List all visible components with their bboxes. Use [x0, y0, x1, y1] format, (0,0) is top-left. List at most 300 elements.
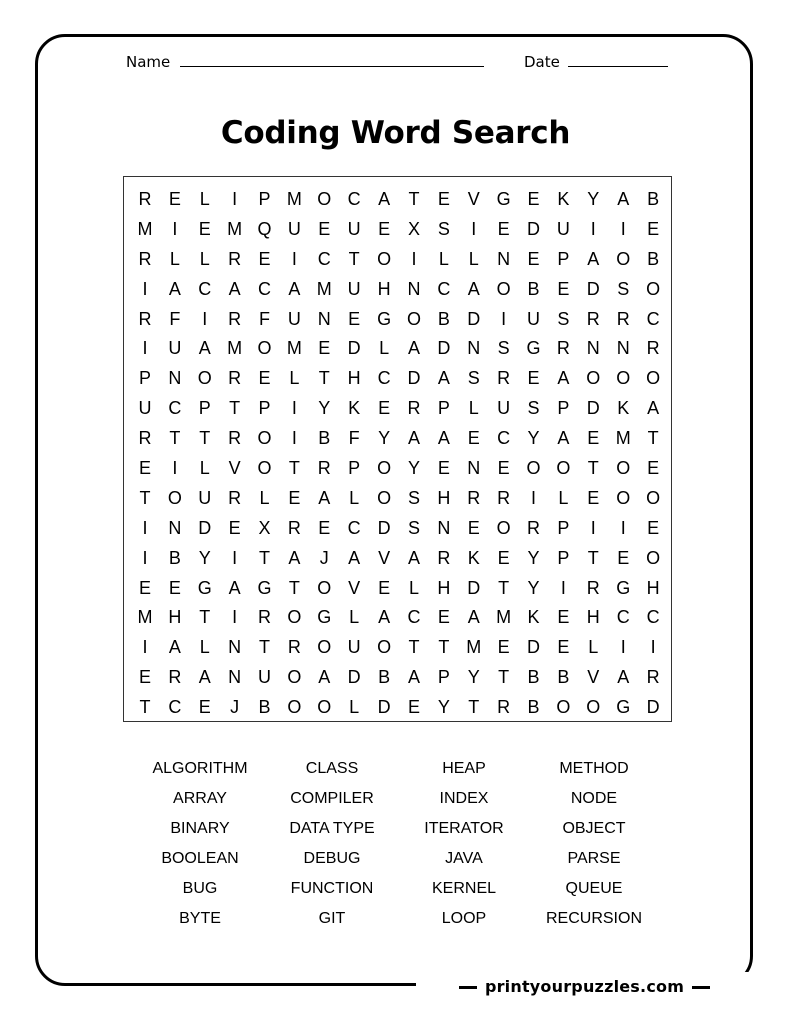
grid-letter[interactable]: L [468, 248, 479, 269]
grid-letter[interactable]: E [497, 218, 510, 239]
grid-letter[interactable]: G [526, 338, 541, 359]
grid-letter[interactable]: M [137, 607, 153, 628]
grid-letter[interactable]: L [379, 338, 390, 359]
grid-letter[interactable]: E [497, 547, 510, 568]
grid-letter[interactable]: A [647, 398, 660, 419]
grid-letter[interactable]: A [557, 428, 570, 449]
grid-letter[interactable]: B [527, 697, 540, 718]
grid-letter[interactable]: L [349, 487, 360, 508]
grid-letter[interactable]: I [590, 218, 596, 239]
grid-letter[interactable]: S [557, 308, 570, 329]
grid-letter[interactable]: U [258, 667, 271, 688]
grid-letter[interactable]: H [377, 278, 391, 299]
grid-letter[interactable]: L [169, 248, 180, 269]
grid-letter[interactable]: A [557, 368, 570, 389]
grid-letter[interactable]: L [199, 248, 210, 269]
grid-letter[interactable]: B [527, 278, 540, 299]
grid-letter[interactable]: R [467, 487, 481, 508]
grid-letter[interactable]: U [347, 637, 361, 658]
grid-letter[interactable]: I [142, 637, 148, 658]
grid-letter[interactable]: R [616, 308, 630, 329]
grid-letter[interactable]: Y [378, 428, 391, 449]
grid-letter[interactable]: E [467, 517, 480, 538]
grid-letter[interactable]: O [377, 458, 392, 479]
grid-letter[interactable]: D [586, 278, 600, 299]
grid-letter[interactable]: B [527, 667, 540, 688]
grid-letter[interactable]: H [437, 487, 451, 508]
grid-letter[interactable]: C [377, 368, 391, 389]
grid-letter[interactable]: D [467, 308, 481, 329]
footer-site-link[interactable]: printyourpuzzles.com [484, 977, 685, 996]
grid-letter[interactable]: D [407, 368, 421, 389]
grid-letter[interactable]: U [198, 487, 212, 508]
grid-letter[interactable]: L [289, 368, 300, 389]
grid-letter[interactable]: C [258, 278, 271, 299]
grid-letter[interactable]: O [317, 189, 332, 209]
grid-letter[interactable]: R [646, 338, 660, 359]
grid-letter[interactable]: O [257, 338, 272, 359]
grid-letter[interactable]: M [466, 637, 482, 658]
grid-letter[interactable]: R [138, 308, 152, 329]
grid-letter[interactable]: A [437, 428, 450, 449]
grid-letter[interactable]: P [557, 547, 570, 568]
grid-letter[interactable]: N [616, 338, 630, 359]
grid-letter[interactable]: O [616, 368, 631, 389]
grid-letter[interactable]: Y [527, 547, 540, 568]
grid-letter[interactable]: B [437, 308, 450, 329]
grid-letter[interactable]: O [377, 487, 392, 508]
grid-letter[interactable]: C [198, 278, 212, 299]
grid-letter[interactable]: D [527, 218, 541, 239]
grid-letter[interactable]: X [258, 517, 271, 538]
grid-letter[interactable]: Y [527, 577, 540, 598]
grid-letter[interactable]: L [408, 577, 419, 598]
grid-letter[interactable]: I [232, 189, 238, 209]
grid-letter[interactable]: O [646, 487, 661, 508]
grid-letter[interactable]: R [556, 338, 570, 359]
grid-letter[interactable]: L [259, 487, 270, 508]
grid-letter[interactable]: D [586, 398, 600, 419]
grid-letter[interactable]: M [227, 338, 243, 359]
grid-letter[interactable]: R [317, 458, 331, 479]
grid-letter[interactable]: I [531, 487, 537, 508]
grid-letter[interactable]: O [257, 428, 272, 449]
grid-letter[interactable]: R [287, 517, 301, 538]
grid-letter[interactable]: E [647, 458, 660, 479]
grid-letter[interactable]: I [620, 637, 626, 658]
grid-letter[interactable]: O [586, 368, 601, 389]
grid-letter[interactable]: L [199, 189, 210, 209]
grid-letter[interactable]: C [437, 278, 451, 299]
grid-letter[interactable]: I [172, 458, 178, 479]
grid-letter[interactable]: I [232, 547, 238, 568]
grid-letter[interactable]: G [377, 308, 392, 329]
grid-letter[interactable]: T [259, 547, 270, 568]
grid-letter[interactable]: O [257, 458, 272, 479]
grid-letter[interactable]: I [142, 547, 148, 568]
grid-letter[interactable]: T [318, 368, 330, 389]
grid-letter[interactable]: I [291, 428, 297, 449]
grid-letter[interactable]: O [287, 697, 302, 718]
grid-letter[interactable]: D [377, 517, 391, 538]
grid-letter[interactable]: M [496, 607, 512, 628]
grid-letter[interactable]: S [617, 278, 630, 299]
grid-letter[interactable]: I [142, 338, 148, 359]
grid-letter[interactable]: V [228, 458, 241, 479]
name-input-line[interactable] [180, 66, 484, 67]
grid-letter[interactable]: L [199, 637, 210, 658]
grid-letter[interactable]: R [228, 368, 242, 389]
grid-letter[interactable]: P [138, 368, 151, 389]
grid-letter[interactable]: I [142, 278, 148, 299]
grid-letter[interactable]: R [228, 308, 242, 329]
grid-letter[interactable]: I [650, 637, 656, 658]
grid-letter[interactable]: P [198, 398, 211, 419]
grid-letter[interactable]: E [557, 607, 570, 628]
grid-letter[interactable]: A [288, 278, 301, 299]
grid-letter[interactable]: I [291, 398, 297, 419]
grid-letter[interactable]: V [587, 667, 600, 688]
grid-letter[interactable]: D [527, 637, 541, 658]
grid-letter[interactable]: E [138, 458, 151, 479]
grid-letter[interactable]: A [467, 278, 480, 299]
grid-letter[interactable]: T [587, 458, 599, 479]
grid-letter[interactable]: N [497, 248, 511, 269]
grid-letter[interactable]: A [228, 278, 241, 299]
grid-letter[interactable]: L [588, 637, 599, 658]
grid-letter[interactable]: I [232, 607, 238, 628]
grid-letter[interactable]: I [202, 308, 208, 329]
grid-letter[interactable]: H [437, 577, 451, 598]
grid-letter[interactable]: M [615, 428, 631, 449]
grid-letter[interactable]: N [228, 637, 242, 658]
grid-letter[interactable]: N [467, 338, 481, 359]
date-input-line[interactable] [568, 66, 668, 67]
grid-letter[interactable]: E [378, 218, 391, 239]
grid-letter[interactable]: B [647, 189, 660, 209]
grid-letter[interactable]: G [317, 607, 332, 628]
grid-letter[interactable]: K [527, 607, 540, 628]
grid-letter[interactable]: Q [257, 218, 272, 239]
grid-letter[interactable]: Y [198, 547, 211, 568]
grid-letter[interactable]: A [378, 607, 391, 628]
grid-letter[interactable]: C [347, 189, 361, 209]
grid-letter[interactable]: N [228, 667, 242, 688]
grid-letter[interactable]: N [467, 458, 481, 479]
grid-letter[interactable]: C [168, 697, 182, 718]
grid-letter[interactable]: O [496, 278, 511, 299]
grid-letter[interactable]: O [287, 607, 302, 628]
grid-letter[interactable]: I [620, 218, 626, 239]
grid-letter[interactable]: C [616, 607, 630, 628]
grid-letter[interactable]: R [497, 487, 511, 508]
grid-letter[interactable]: U [497, 398, 511, 419]
grid-letter[interactable]: T [169, 428, 181, 449]
grid-letter[interactable]: T [229, 398, 241, 419]
grid-letter[interactable]: C [646, 607, 660, 628]
grid-letter[interactable]: U [138, 398, 152, 419]
grid-letter[interactable]: A [168, 637, 181, 658]
grid-letter[interactable]: O [197, 368, 212, 389]
grid-letter[interactable]: D [377, 697, 391, 718]
grid-letter[interactable]: O [317, 577, 332, 598]
grid-letter[interactable]: T [408, 637, 420, 658]
grid-letter[interactable]: R [497, 697, 511, 718]
grid-letter[interactable]: R [168, 667, 182, 688]
grid-letter[interactable]: O [616, 458, 631, 479]
grid-letter[interactable]: B [258, 697, 271, 718]
grid-letter[interactable]: V [467, 189, 480, 209]
grid-letter[interactable]: A [467, 607, 480, 628]
grid-letter[interactable]: K [348, 398, 361, 419]
grid-letter[interactable]: T [498, 667, 510, 688]
grid-letter[interactable]: A [198, 667, 211, 688]
grid-letter[interactable]: H [646, 577, 660, 598]
grid-letter[interactable]: D [467, 577, 481, 598]
grid-letter[interactable]: A [348, 547, 361, 568]
grid-letter[interactable]: R [527, 517, 541, 538]
grid-letter[interactable]: U [347, 278, 361, 299]
grid-letter[interactable]: R [497, 368, 511, 389]
grid-letter[interactable]: M [286, 338, 302, 359]
grid-letter[interactable]: F [259, 308, 270, 329]
grid-letter[interactable]: I [560, 577, 566, 598]
grid-letter[interactable]: P [557, 248, 570, 269]
grid-letter[interactable]: K [617, 398, 630, 419]
grid-letter[interactable]: A [437, 368, 450, 389]
grid-letter[interactable]: I [471, 218, 477, 239]
grid-letter[interactable]: U [347, 218, 361, 239]
grid-letter[interactable]: E [647, 517, 660, 538]
grid-letter[interactable]: E [647, 218, 660, 239]
grid-letter[interactable]: E [258, 368, 271, 389]
grid-letter[interactable]: A [617, 667, 630, 688]
grid-letter[interactable]: O [586, 697, 601, 718]
grid-letter[interactable]: I [291, 248, 297, 269]
grid-letter[interactable]: P [437, 398, 450, 419]
grid-letter[interactable]: T [199, 607, 211, 628]
grid-letter[interactable]: E [497, 458, 510, 479]
grid-letter[interactable]: E [288, 487, 301, 508]
grid-letter[interactable]: P [258, 189, 271, 209]
grid-letter[interactable]: U [527, 308, 541, 329]
grid-letter[interactable]: L [199, 458, 210, 479]
grid-letter[interactable]: V [348, 577, 361, 598]
grid-letter[interactable]: T [199, 428, 211, 449]
grid-letter[interactable]: E [527, 248, 540, 269]
grid-letter[interactable]: O [616, 248, 631, 269]
grid-letter[interactable]: E [437, 607, 450, 628]
grid-letter[interactable]: T [139, 487, 151, 508]
grid-letter[interactable]: P [557, 398, 570, 419]
grid-letter[interactable]: N [317, 308, 331, 329]
grid-letter[interactable]: D [198, 517, 212, 538]
grid-letter[interactable]: E [437, 189, 450, 209]
grid-letter[interactable]: E [587, 487, 600, 508]
grid-letter[interactable]: K [467, 547, 480, 568]
grid-letter[interactable]: B [318, 428, 331, 449]
grid-letter[interactable]: Y [318, 398, 331, 419]
grid-letter[interactable]: L [558, 487, 569, 508]
grid-letter[interactable]: I [590, 517, 596, 538]
grid-letter[interactable]: E [378, 398, 391, 419]
grid-letter[interactable]: C [168, 398, 182, 419]
grid-letter[interactable]: B [647, 248, 660, 269]
grid-letter[interactable]: S [407, 487, 420, 508]
grid-letter[interactable]: Y [587, 189, 600, 209]
grid-letter[interactable]: E [198, 218, 211, 239]
grid-letter[interactable]: F [348, 428, 360, 449]
grid-letter[interactable]: X [407, 218, 420, 239]
grid-letter[interactable]: T [288, 577, 300, 598]
grid-letter[interactable]: O [526, 458, 541, 479]
grid-letter[interactable]: R [138, 428, 152, 449]
grid-letter[interactable]: E [437, 458, 450, 479]
grid-letter[interactable]: I [620, 517, 626, 538]
grid-letter[interactable]: I [411, 248, 417, 269]
grid-letter[interactable]: O [496, 517, 511, 538]
grid-letter[interactable]: N [407, 278, 421, 299]
grid-letter[interactable]: A [318, 487, 331, 508]
grid-letter[interactable]: R [646, 667, 660, 688]
grid-letter[interactable]: E [258, 248, 271, 269]
grid-letter[interactable]: R [258, 607, 271, 628]
grid-letter[interactable]: A [407, 338, 420, 359]
grid-letter[interactable]: H [347, 368, 361, 389]
grid-letter[interactable]: T [587, 547, 599, 568]
grid-letter[interactable]: O [377, 248, 392, 269]
grid-letter[interactable]: R [138, 248, 152, 269]
grid-letter[interactable]: T [647, 428, 659, 449]
grid-letter[interactable]: S [467, 368, 480, 389]
grid-letter[interactable]: G [616, 697, 631, 718]
grid-letter[interactable]: Y [527, 428, 540, 449]
grid-letter[interactable]: B [168, 547, 181, 568]
grid-letter[interactable]: T [408, 189, 420, 209]
grid-letter[interactable]: I [142, 517, 148, 538]
grid-letter[interactable]: M [286, 189, 302, 209]
grid-letter[interactable]: P [348, 458, 361, 479]
grid-letter[interactable]: R [586, 577, 600, 598]
grid-letter[interactable]: Y [467, 667, 480, 688]
grid-letter[interactable]: A [198, 338, 211, 359]
grid-letter[interactable]: A [617, 189, 630, 209]
grid-letter[interactable]: M [137, 218, 153, 239]
grid-letter[interactable]: E [228, 517, 241, 538]
grid-letter[interactable]: E [318, 218, 331, 239]
grid-letter[interactable]: L [438, 248, 449, 269]
grid-letter[interactable]: V [378, 547, 391, 568]
grid-letter[interactable]: L [349, 697, 360, 718]
grid-letter[interactable]: I [501, 308, 507, 329]
grid-letter[interactable]: O [317, 697, 332, 718]
grid-letter[interactable]: O [556, 697, 571, 718]
grid-letter[interactable]: R [407, 398, 421, 419]
grid-letter[interactable]: D [437, 338, 451, 359]
grid-letter[interactable]: E [138, 667, 151, 688]
grid-letter[interactable]: E [557, 637, 570, 658]
grid-letter[interactable]: E [348, 308, 361, 329]
grid-letter[interactable]: T [498, 577, 510, 598]
grid-letter[interactable]: C [347, 517, 361, 538]
grid-letter[interactable]: O [377, 637, 392, 658]
grid-letter[interactable]: E [587, 428, 600, 449]
grid-letter[interactable]: G [496, 189, 511, 209]
grid-letter[interactable]: R [228, 248, 242, 269]
grid-letter[interactable]: P [437, 667, 450, 688]
grid-letter[interactable]: S [527, 398, 540, 419]
grid-letter[interactable]: H [168, 607, 182, 628]
grid-letter[interactable]: T [288, 458, 300, 479]
grid-letter[interactable]: E [617, 547, 630, 568]
grid-letter[interactable]: R [228, 487, 242, 508]
grid-letter[interactable]: U [556, 218, 570, 239]
grid-letter[interactable]: E [168, 577, 181, 598]
grid-letter[interactable]: O [406, 308, 421, 329]
grid-letter[interactable]: F [169, 308, 181, 329]
grid-letter[interactable]: E [407, 697, 420, 718]
grid-letter[interactable]: O [287, 667, 302, 688]
grid-letter[interactable]: G [616, 577, 631, 598]
grid-letter[interactable]: J [319, 547, 329, 568]
grid-letter[interactable]: O [646, 278, 661, 299]
grid-letter[interactable]: T [468, 697, 480, 718]
grid-letter[interactable]: E [527, 189, 540, 209]
grid-letter[interactable]: O [646, 368, 661, 389]
grid-letter[interactable]: L [349, 607, 360, 628]
grid-letter[interactable]: E [138, 577, 151, 598]
grid-letter[interactable]: U [287, 218, 301, 239]
grid-letter[interactable]: A [378, 189, 391, 209]
grid-letter[interactable]: O [616, 487, 631, 508]
grid-letter[interactable]: A [407, 547, 420, 568]
grid-letter[interactable]: G [197, 577, 212, 598]
grid-letter[interactable]: E [318, 517, 331, 538]
grid-letter[interactable]: N [168, 368, 182, 389]
grid-letter[interactable]: I [172, 218, 178, 239]
grid-letter[interactable]: J [230, 697, 240, 718]
grid-letter[interactable]: C [317, 248, 331, 269]
grid-letter[interactable]: E [527, 368, 540, 389]
grid-letter[interactable]: E [497, 637, 510, 658]
grid-letter[interactable]: A [407, 428, 420, 449]
grid-letter[interactable]: B [557, 667, 570, 688]
grid-letter[interactable]: O [556, 458, 571, 479]
grid-letter[interactable]: D [347, 667, 361, 688]
grid-letter[interactable]: L [468, 398, 479, 419]
grid-letter[interactable]: U [168, 338, 182, 359]
grid-letter[interactable]: Y [407, 458, 420, 479]
grid-letter[interactable]: A [288, 547, 301, 568]
grid-letter[interactable]: R [138, 189, 152, 209]
grid-letter[interactable]: T [348, 248, 360, 269]
grid-letter[interactable]: E [378, 577, 391, 598]
grid-letter[interactable]: K [557, 189, 570, 209]
grid-letter[interactable]: T [139, 697, 151, 718]
grid-letter[interactable]: A [168, 278, 181, 299]
grid-letter[interactable]: E [557, 278, 570, 299]
grid-letter[interactable]: C [646, 308, 660, 329]
grid-letter[interactable]: S [497, 338, 510, 359]
grid-letter[interactable]: A [407, 667, 420, 688]
grid-letter[interactable]: N [586, 338, 600, 359]
grid-letter[interactable]: E [168, 189, 181, 209]
grid-letter[interactable]: C [407, 607, 421, 628]
grid-letter[interactable]: H [586, 607, 600, 628]
grid-letter[interactable]: C [497, 428, 511, 449]
grid-letter[interactable]: Y [437, 697, 450, 718]
grid-letter[interactable]: O [167, 487, 182, 508]
